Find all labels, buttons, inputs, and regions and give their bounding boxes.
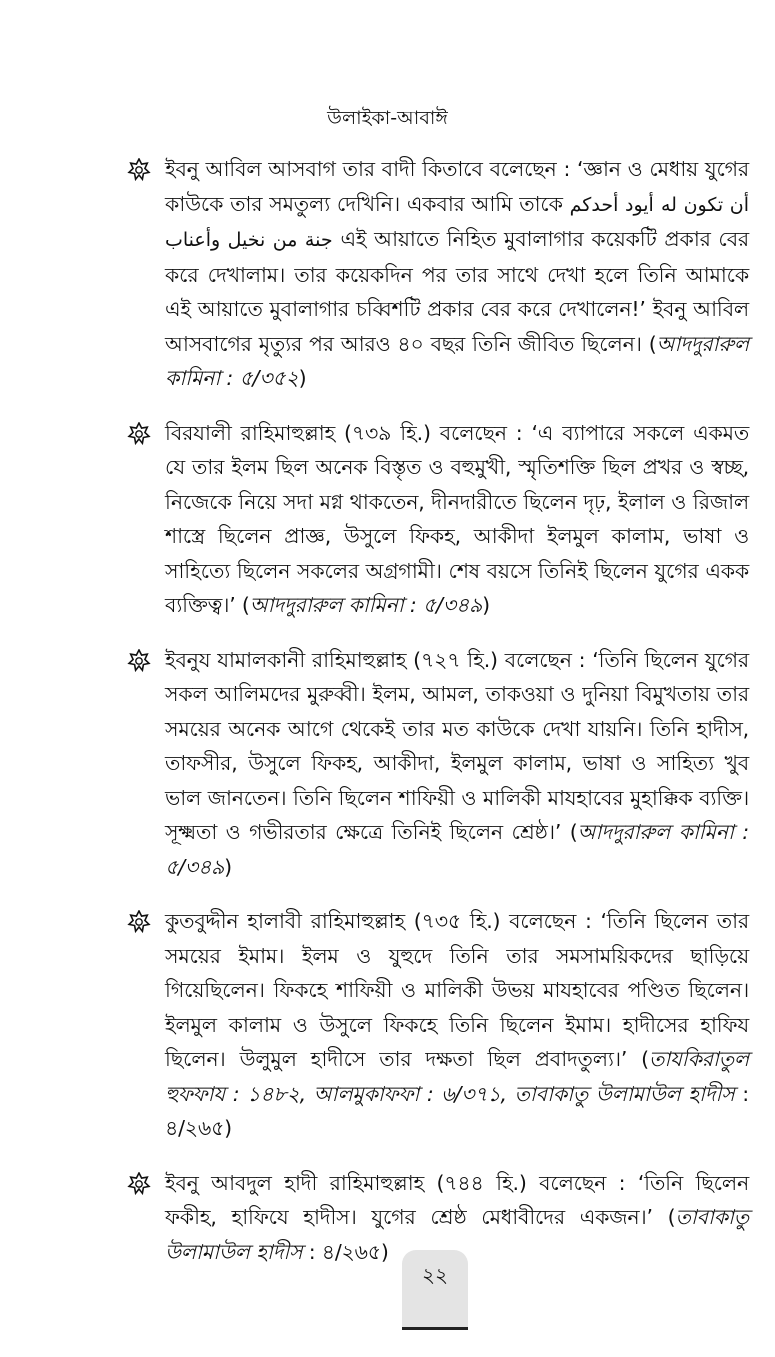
- entry-text-part: ): [482, 593, 490, 617]
- main-content: [127, 152, 749, 1289]
- entry-text-part: বিরযালী রাহিমাহুল্লাহ (৭৩৯ হি.) বলেছেন : ‘এ ব্যাপারে সকলে একমত যে তার ইলম ছিল অনেক বিস্তৃত ও বহুমুখী, স্মৃতিশক্তি ছিল প্রখর ও স্বচ্ছ, নিজেকে নিয়ে সদা মগ্ন থাকতেন, দীনদারীতে ছিলেন দৃঢ়, ইলাল ও রিজাল শাস্ত্রে ছিলেন প্রাজ্ঞ, উসুলে ফিকহ, আকীদা ইলমুল কালাম, ভাষা ও সাহিত্যে ছিলেন সকলের অগ্রগামী। শেষ বয়সে তিনিই ছিলেন যুগের একক ব্যক্তিত্ব।’ (: [165, 420, 749, 617]
- arabic-verse: أن تكون له جنة من نخيل وأعناب: [165, 193, 749, 251]
- citation: তাবাকাতু উলামাউল হাদীস: [165, 1205, 749, 1264]
- citation: তাযকিরাতুল হুফফায : ১৪৮২, আলমুকাফফা : ৬/৩৭১, তাবাকাতু উলামাউল হাদীস: [165, 1047, 749, 1106]
- entry-text: [165, 152, 749, 396]
- arabic-phrase: أيود أحدكم: [569, 193, 654, 216]
- entry-text: [165, 643, 749, 885]
- entry-text-part: : ৪/২৬৫): [165, 1081, 749, 1140]
- entry-text-part: কুতবুদ্দীন হালাবী রাহিমাহুল্লাহ (৭৩৫ হি.) বলেছেন : ‘তিনি ছিলেন তার সময়ের ইমাম। ইলম ও যুহুদে তিনি তার সমসাময়িকদের ছাড়িয়ে গিয়েছিলেন। ফিকহে শাফিয়ী ও মালিকী উভয় মাযহাবের পণ্ডিত ছিলেন। ইলমুল কালাম ও উসুলে ফিকহে তিনি ছিলেন ইমাম। হাদীসের হাফিয ছিলেন। উলুমুল হাদীসে তার দক্ষতা ছিল প্রবাদতুল্য।’ (: [165, 909, 749, 1071]
- entry-text-part: এই আয়াতে নিহিত মুবালাগার কয়েকটি প্রকার বের করে দেখালাম। তার কয়েকদিন পর তার সাথে দেখা হলে তিনি আমাকে এই আয়াতে মুবালাগার চব্বিশটি প্রকার বের করে দেখালেন!’ ইবনু আবিল আসবাগের মৃত্যুর পর আরও ৪০ বছর তিনি জীবিত ছিলেন। (: [165, 227, 749, 356]
- flower-bullet-icon: [127, 422, 151, 446]
- entry-text: [165, 904, 749, 1146]
- page-header-title: উলাইকা-আবাঈ: [327, 107, 448, 129]
- entry-text-part: ইবনু আবিল আসবাগ তার বাদী কিতাবে বলেছেন : ‘জ্ঞান ও মেধায় যুগের কাউকে তার সমতুল্য দেখিনি। একবার আমি তাকে: [165, 157, 749, 216]
- citation: আদদুরারুল কামিনা : ৫/৩৪৯: [165, 820, 749, 879]
- citation: আদদুরারুল কামিনা : ৫/৩৫২: [165, 331, 749, 390]
- quote-entry: [127, 643, 749, 885]
- flower-bullet-icon: [127, 158, 151, 182]
- quote-entry: [127, 152, 749, 396]
- flower-bullet-icon: [127, 649, 151, 673]
- page-number-tab: [402, 1250, 468, 1330]
- citation: আদদুরারুল কামিনা : ৫/৩৪৯: [249, 593, 483, 617]
- flower-bullet-icon: [127, 910, 151, 934]
- entry-text-part: ): [298, 366, 307, 390]
- entry-text: [165, 416, 749, 623]
- entry-text-part: ): [224, 854, 232, 879]
- quote-entry: [127, 416, 749, 623]
- entry-text-part: : ৪/২৬৫): [302, 1239, 389, 1264]
- flower-bullet-icon: [127, 1172, 151, 1196]
- page-number: ২২: [421, 1263, 448, 1287]
- entry-text-part: ইবনু আবদুল হাদী রাহিমাহুল্লাহ (৭৪৪ হি.) বলেছেন : ‘তিনি ছিলেন ফকীহ, হাফিযে হাদীস। যুগের শ্রেষ্ঠ মেধাবীদের একজন।’ (: [165, 1170, 749, 1229]
- entry-text-part: ইবনুয যামালকানী রাহিমাহুল্লাহ (৭২৭ হি.) বলেছেন : ‘তিনি ছিলেন যুগের সকল আলিমদের মুরুব্বী। ইলম, আমল, তাকওয়া ও দুনিয়া বিমুখতায় তার সময়ের অনেক আগে থেকেই তার মত কাউকে দেখা যায়নি। তিনি হাদীস, তাফসীর, উসুলে ফিকহ, আকীদা, ইলমুল কালাম, ভাষা ও সাহিত্য খুব ভাল জানতেন। তিনি ছিলেন শাফিয়ী ও মালিকী মাযহাবের মুহাক্কিক ব্যক্তি। সূক্ষ্মতা ও গভীরতার ক্ষেত্রে তিনিই ছিলেন শ্রেষ্ঠ।’ (: [165, 647, 749, 844]
- quote-entry: [127, 904, 749, 1146]
